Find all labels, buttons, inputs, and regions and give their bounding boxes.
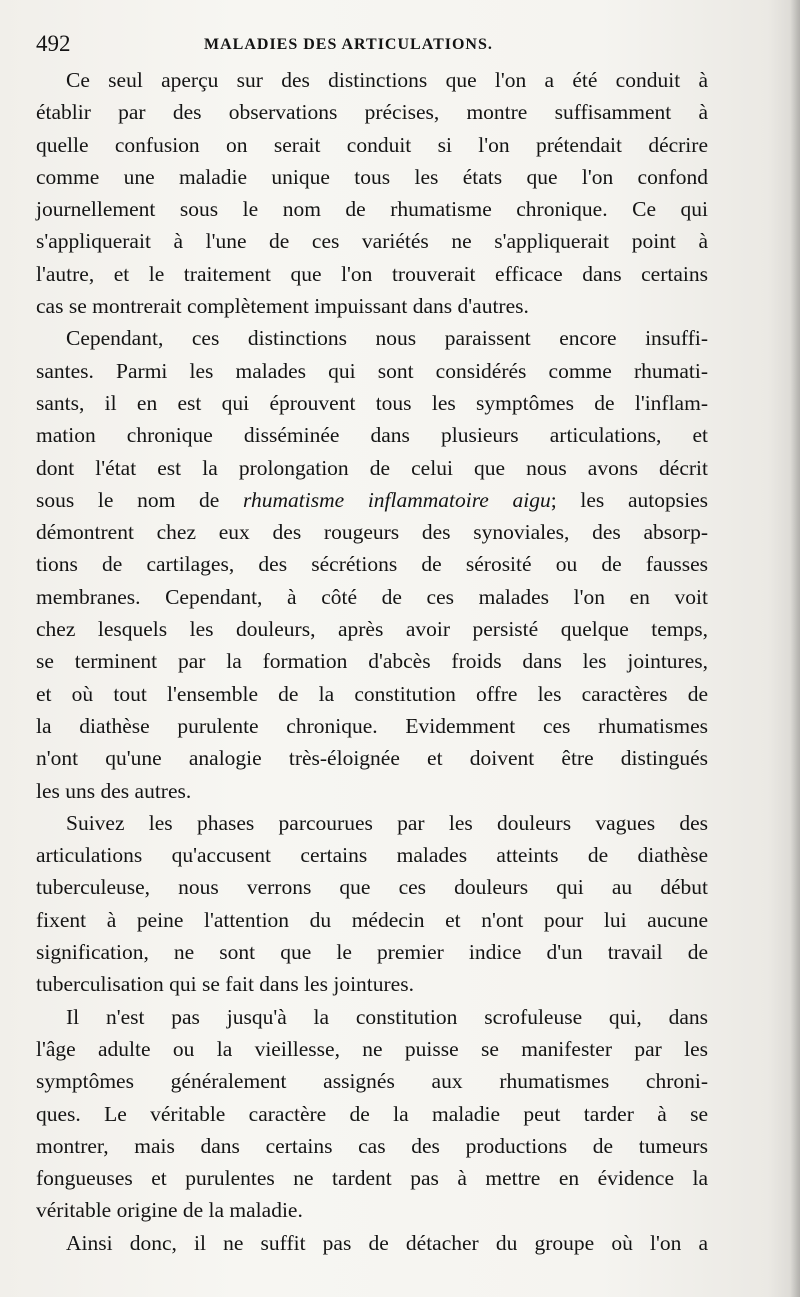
text-line: fixent à peine l'attention du médecin et n'ont pour lui aucune [36,907,708,932]
text-line-with-italic [36,484,708,516]
text-line: journellement sous le nom de rhumatisme chronique. Ce qui [36,197,708,222]
paragraph-5 [36,1227,708,1259]
text-line: articulations qu'accusent certains malades atteints de diathèse [36,843,708,868]
paragraph-3 [36,807,708,1001]
text-line: tuberculeuse, nous verrons que ces douleurs qui au début [36,875,708,900]
italic-line-prefix: sous le nom de [36,487,243,512]
text-line: signification, ne sont que le premier indice d'un travail de [36,940,708,965]
page-number: 492 [36,31,71,56]
text-line: et où tout l'ensemble de la constitution offre les caractères de [36,681,708,706]
text-line: tions de cartilages, des sécrétions de sérosité ou de fausses [36,552,708,577]
paragraph-4 [36,1001,708,1227]
text-line: Cependant, ces distinctions nous paraissent encore insuffi- [66,326,708,351]
paragraph-2 [36,322,708,806]
text-line: la diathèse purulente chronique. Evidemment ces rhumatismes [36,713,708,738]
text-line: membranes. Cependant, à côté de ces malades l'on en voit [36,584,708,609]
text-line: l'autre, et le traitement que l'on trouverait efficace dans certains [36,261,708,286]
text-line: Suivez les phases parcourues par les douleurs vagues des [66,810,708,835]
running-title: MALADIES DES ARTICULATIONS. [204,36,493,53]
italic-term: rhumatisme inflammatoire aigu [243,487,551,512]
text-line: véritable origine de la maladie. [36,1198,303,1223]
paragraph-1 [36,64,708,322]
text-line: l'âge adulte ou la vieillesse, ne puisse se manifester par les [36,1036,708,1061]
text-line: tuberculisation qui se fait dans les jointures. [36,972,414,997]
text-line: se terminent par la formation d'abcès froids dans les jointures, [36,649,708,674]
text-line: dont l'état est la prolongation de celui que nous avons décrit [36,455,708,480]
text-line: Ainsi donc, il ne suffit pas de détacher du groupe où l'on a [66,1230,708,1255]
text-line: mation chronique disséminée dans plusieurs articulations, et [36,423,708,448]
text-line: fongueuses et purulentes ne tardent pas à mettre en évidence la [36,1166,708,1191]
page-header [36,28,708,60]
body-text [36,64,708,1259]
text-line: cas se montrerait complètement impuissant dans d'autres. [36,294,529,319]
italic-line-suffix: ; les autopsies [550,487,708,512]
text-line: Il n'est pas jusqu'à la constitution scrofuleuse qui, dans [66,1004,708,1029]
text-line: ques. Le véritable caractère de la maladie peut tarder à se [36,1101,708,1126]
text-line: sants, il en est qui éprouvent tous les symptômes de l'inflam- [36,390,708,415]
text-line: n'ont qu'une analogie très-éloignée et doivent être distingués [36,746,708,771]
text-line: montrer, mais dans certains cas des productions de tumeurs [36,1133,708,1158]
text-line: chez lesquels les douleurs, après avoir persisté quelque temps, [36,617,708,642]
page-edge-shadow [790,0,800,1297]
text-line: comme une maladie unique tous les états que l'on confond [36,164,708,189]
text-line: s'appliquerait à l'une de ces variétés ne s'appliquerait point à [36,229,708,254]
text-line: établir par des observations précises, montre suffisamment à [36,100,708,125]
text-line: démontrent chez eux des rougeurs des synoviales, des absorp- [36,520,708,545]
text-line: Ce seul aperçu sur des distinctions que l'on a été conduit à [66,68,708,92]
text-line: santes. Parmi les malades qui sont considérés comme rhumati- [36,358,708,383]
text-line: symptômes généralement assignés aux rhumatismes chroni- [36,1069,708,1094]
text-line: les uns des autres. [36,778,192,803]
text-line: quelle confusion on serait conduit si l'on prétendait décrire [36,132,708,157]
